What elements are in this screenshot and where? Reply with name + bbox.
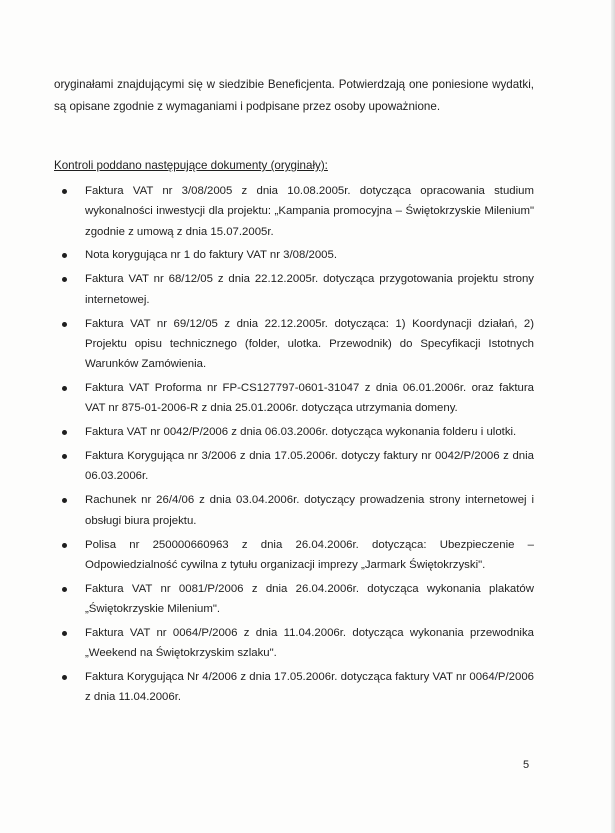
bullet-icon bbox=[62, 631, 67, 636]
list-item bbox=[54, 245, 534, 265]
bullet-icon bbox=[62, 322, 67, 327]
page-edge-shadow bbox=[611, 0, 615, 833]
list-item-text: Faktura VAT nr 68/12/05 z dnia 22.12.2005r. dotycząca przygotowania projektu strony internetowej. bbox=[85, 273, 534, 306]
list-item bbox=[54, 378, 534, 419]
list-item bbox=[54, 490, 534, 531]
list-item-text: Faktura Korygująca nr 3/2006 z dnia 17.05.2006r. dotyczy faktury nr 0042/P/2006 z dnia 06.03.2006r. bbox=[85, 450, 534, 483]
list-item-text: Faktura VAT nr 3/08/2005 z dnia 10.08.2005r. dotycząca opracowania studium wykonalności inwestycji dla projektu: „Kampania promocyjna – Świętokrzyskie Milenium" zgodnie z umową z dnia 15.07.2005r. bbox=[85, 185, 534, 238]
list-item bbox=[54, 623, 534, 664]
list-item-text: Faktura VAT Proforma nr FP-CS127797-0601-31047 z dnia 06.01.2006r. oraz faktura VAT nr 875-01-2006-R z dnia 25.01.2006r. dotycząca utrzymania domeny. bbox=[85, 382, 534, 415]
list-item-text: Nota korygująca nr 1 do faktury VAT nr 3/08/2005. bbox=[85, 249, 337, 262]
bullet-icon bbox=[62, 587, 67, 592]
intro-paragraph: oryginałami znajdującymi się w siedzibie Beneficjenta. Potwierdzają one poniesione wydatki, są opisane zgodnie z wymaganiami i podpisane przez osoby upoważnione. bbox=[54, 78, 534, 113]
bullet-icon bbox=[62, 543, 67, 548]
list-item-text: Faktura VAT nr 0064/P/2006 z dnia 11.04.2006r. dotycząca wykonania przewodnika „Weekend na Świętokrzyskim szlaku". bbox=[85, 626, 534, 660]
bullet-icon bbox=[62, 430, 67, 435]
bullet-icon bbox=[62, 454, 67, 459]
page-number: 5 bbox=[523, 759, 530, 771]
list-item bbox=[54, 181, 534, 242]
list-item bbox=[54, 579, 534, 620]
bullet-icon bbox=[62, 386, 67, 391]
list-item bbox=[54, 667, 534, 708]
list-item bbox=[54, 269, 534, 310]
list-item-text: Faktura VAT nr 0081/P/2006 z dnia 26.04.2006r. dotycząca wykonania plakatów „Świętokrzyskie Milenium". bbox=[85, 582, 534, 615]
section-heading: Kontroli poddano następujące dokumenty (oryginały): bbox=[54, 159, 328, 172]
list-item-text: Polisa nr 250000660963 z dnia 26.04.2006r. dotycząca: Ubezpieczenie – Odpowiedzialność cywilna z tytułu organizacji imprezy „Jarmark Świętokrzyski". bbox=[85, 538, 534, 571]
list-item bbox=[54, 314, 534, 375]
list-item bbox=[54, 422, 534, 442]
bullet-icon bbox=[62, 189, 67, 194]
bullet-icon bbox=[62, 498, 67, 503]
document-list bbox=[54, 181, 534, 711]
list-item-text: Rachunek nr 26/4/06 z dnia 03.04.2006r. dotyczący prowadzenia strony internetowej i obsługi biura projektu. bbox=[85, 494, 534, 527]
list-item bbox=[54, 446, 534, 487]
bullet-icon bbox=[62, 675, 67, 680]
list-item bbox=[54, 535, 534, 576]
bullet-icon bbox=[62, 253, 67, 258]
bullet-icon bbox=[62, 277, 67, 282]
list-item-text: Faktura VAT nr 69/12/05 z dnia 22.12.2005r. dotycząca: 1) Koordynacji działań, 2) Projektu opisu technicznego (folder, ulotka. Przewodnik) do Specyfikacji Istotnych Warunków Zamówienia. bbox=[85, 317, 534, 371]
list-item-text: Faktura Korygująca Nr 4/2006 z dnia 17.05.2006r. dotycząca faktury VAT nr 0064/P/2006 z dnia 11.04.2006r. bbox=[85, 671, 534, 704]
list-item-text: Faktura VAT nr 0042/P/2006 z dnia 06.03.2006r. dotycząca wykonania folderu i ulotki. bbox=[85, 426, 517, 439]
